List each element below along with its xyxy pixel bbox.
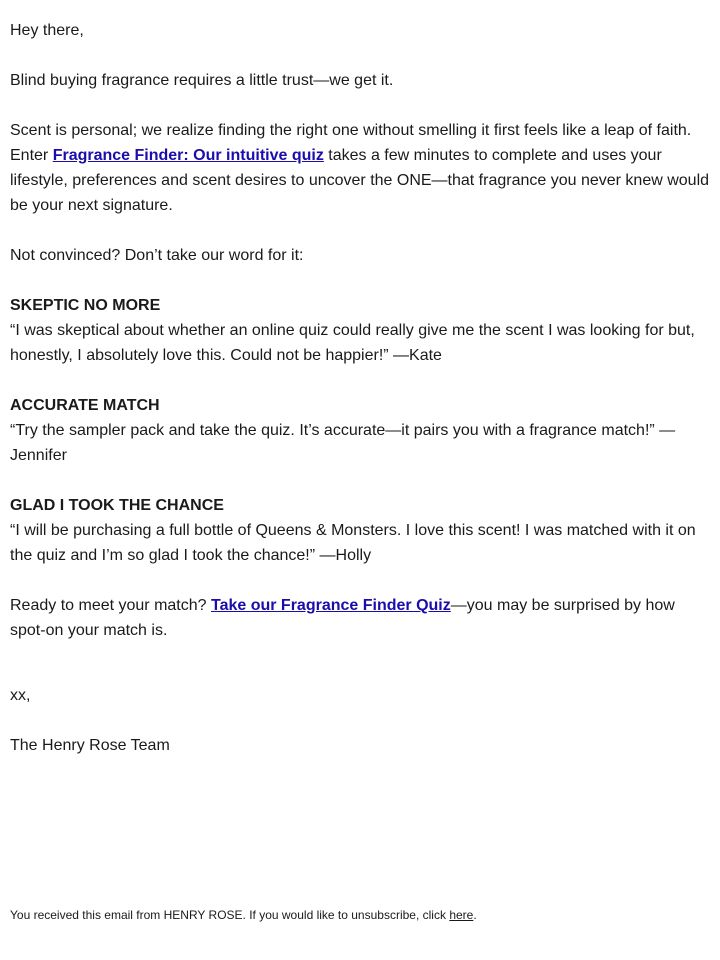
testimonial-quote: “Try the sampler pack and take the quiz. It’s accurate—it pairs you with a fragrance match!” —Jennifer bbox=[10, 422, 676, 464]
quiz-paragraph bbox=[10, 118, 712, 218]
not-convinced-text: Not convinced? Don’t take our word for it: bbox=[10, 247, 304, 264]
footer-text: You received this email from HENRY ROSE. If you would like to unsubscribe, click bbox=[10, 908, 450, 922]
testimonial-quote: “I will be purchasing a full bottle of Queens & Monsters. I love this scent! I was matched with it on the quiz and I’m so glad I took the chance!” —Holly bbox=[10, 522, 696, 564]
unsubscribe-link[interactable]: here bbox=[449, 908, 474, 922]
cta-paragraph bbox=[10, 593, 712, 643]
testimonial-heading: GLAD I TOOK THE CHANCE bbox=[10, 497, 224, 514]
cta-start: Ready to meet your match? bbox=[10, 597, 211, 614]
signature: The Henry Rose Team bbox=[10, 737, 170, 754]
quiz-paragraph-start: Scent is personal; we realize finding the right one without smelling it first feels like a leap of faith. Enter bbox=[10, 122, 692, 164]
testimonial-heading: ACCURATE MATCH bbox=[10, 397, 160, 414]
email-footer bbox=[10, 906, 712, 924]
email-body bbox=[10, 18, 712, 758]
testimonial-heading: SKEPTIC NO MORE bbox=[10, 297, 161, 314]
signoff: xx, bbox=[10, 687, 31, 704]
fragrance-finder-link[interactable]: Fragrance Finder: Our intuitive quiz bbox=[52, 147, 324, 164]
testimonial-quote: “I was skeptical about whether an online quiz could really give me the scent I was looking for but, honestly, I absolutely love this. Could not be happier!” —Kate bbox=[10, 322, 695, 364]
take-quiz-link[interactable]: Take our Fragrance Finder Quiz bbox=[210, 597, 451, 614]
cta-end: —you may be surprised by how spot-on your match is. bbox=[10, 597, 675, 639]
quiz-paragraph-end: takes a few minutes to complete and uses your lifestyle, preferences and scent desires to uncover the ONE—that fragrance you never knew would be your next signature. bbox=[10, 147, 710, 214]
footer-end: . bbox=[473, 908, 477, 922]
intro-text: Blind buying fragrance requires a little trust—we get it. bbox=[10, 72, 394, 89]
greeting: Hey there, bbox=[10, 22, 84, 39]
